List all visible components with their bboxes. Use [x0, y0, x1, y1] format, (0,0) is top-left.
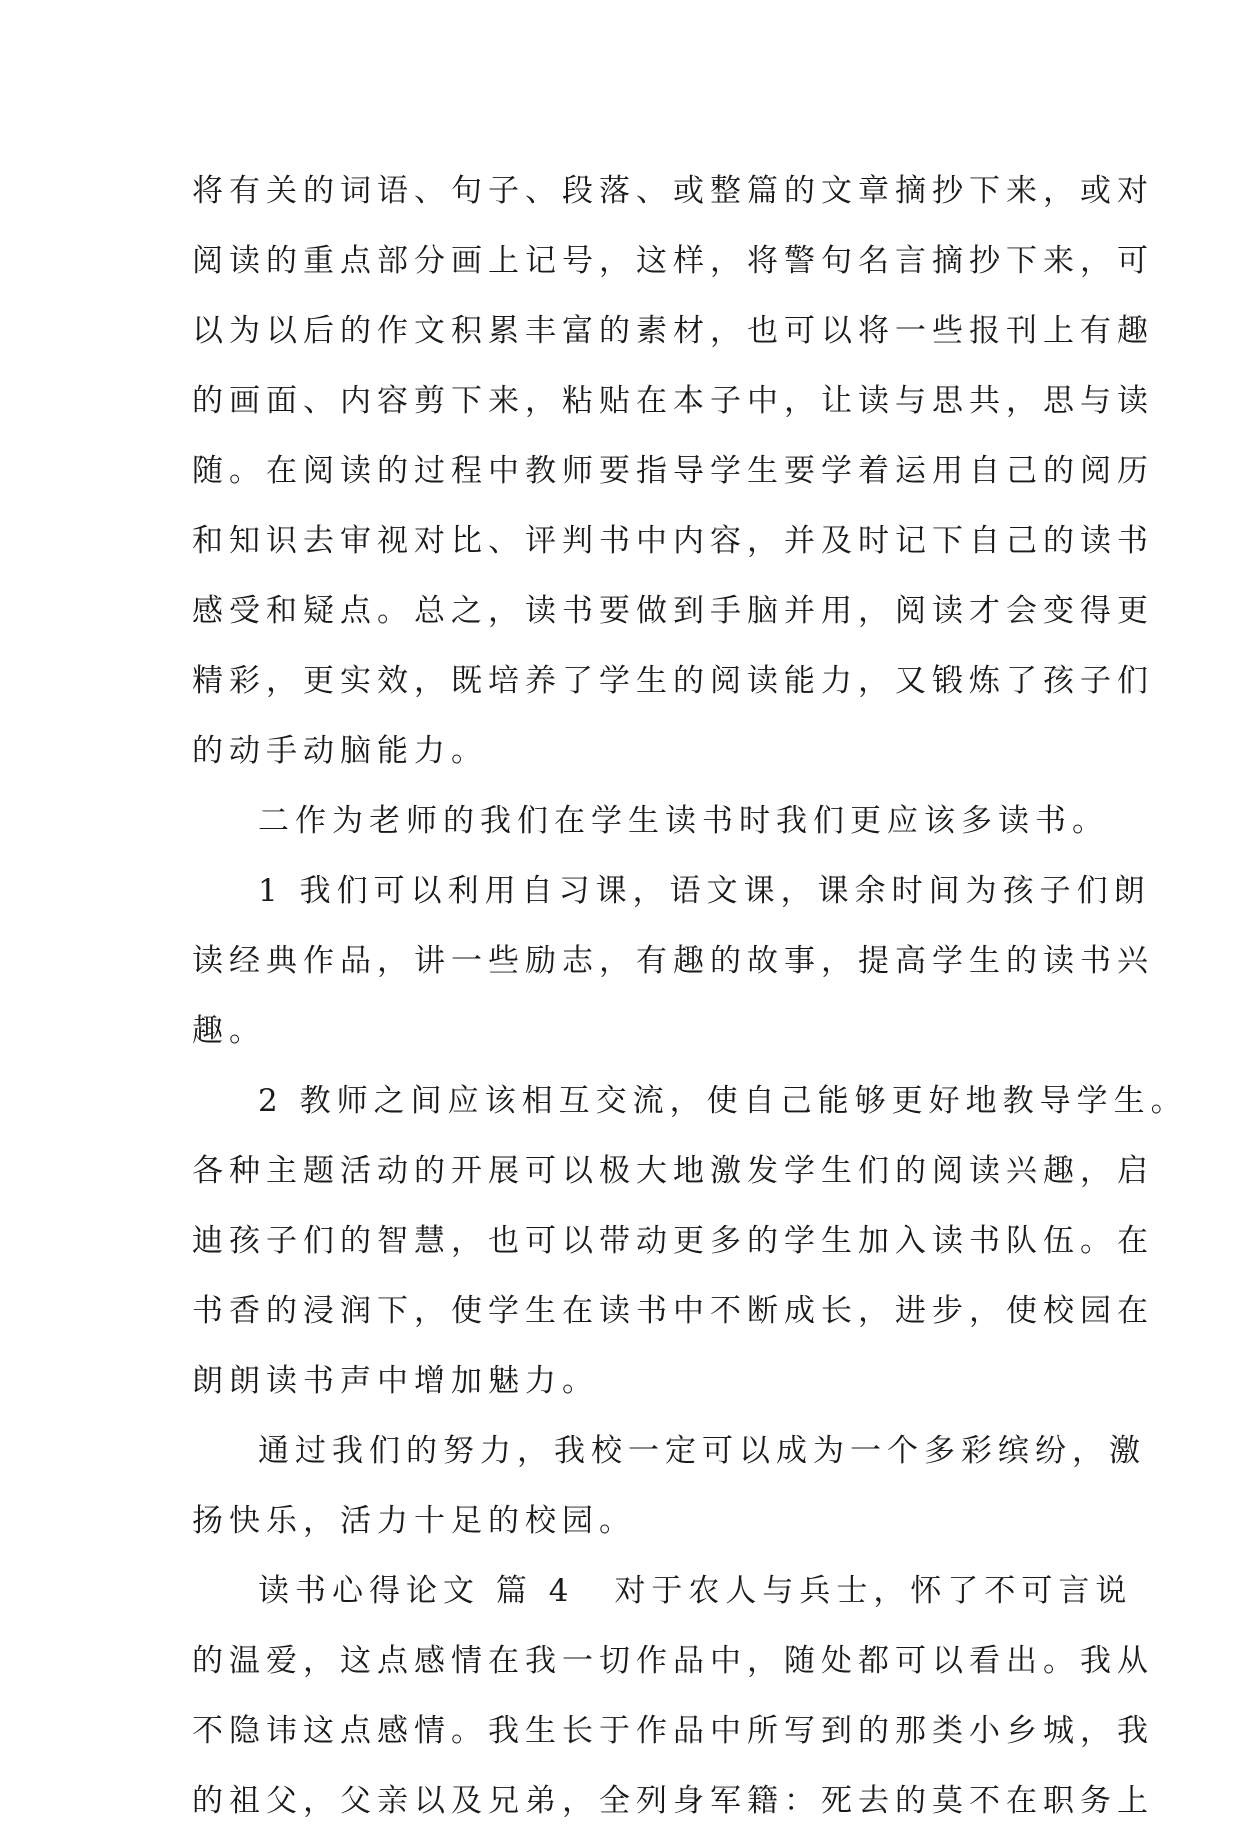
text-line: 读经典作品，讲一些励志，有趣的故事，提高学生的读书兴: [192, 943, 1154, 979]
text-line: 以为以后的作文积累丰富的素材，也可以将一些报刊上有趣: [192, 313, 1154, 349]
text-line: 1 我们可以利用自习课，语文课，课余时间为孩子们朗: [258, 873, 1151, 909]
text-line: 书香的浸润下，使学生在读书中不断成长，进步，使校园在: [192, 1293, 1154, 1329]
text-line: 迪孩子们的智慧，也可以带动更多的学生加入读书队伍。在: [192, 1223, 1154, 1259]
text-line: 感受和疑点。总之，读书要做到手脑并用，阅读才会变得更: [192, 593, 1154, 629]
document-body: [192, 156, 1188, 1836]
text-line: 二作为老师的我们在学生读书时我们更应该多读书。: [258, 803, 1109, 839]
text-line: 通过我们的努力，我校一定可以成为一个多彩缤纷，激: [258, 1433, 1146, 1469]
text-line: 的画面、内容剪下来，粘贴在本子中，让读与思共，思与读: [192, 383, 1154, 419]
text-line: 朗朗读书声中增加魅力。: [192, 1363, 599, 1399]
section-heading: 读书心得论文 篇 4: [258, 1573, 575, 1609]
text-line: 趣。: [192, 1013, 266, 1049]
paragraph-conclusion: [192, 1416, 1146, 1556]
section-first-line-text: 对于农人与兵士，怀了不可言说: [614, 1573, 1133, 1609]
text-line: 不隐讳这点感情。我生长于作品中所写到的那类小乡城，我: [192, 1713, 1154, 1749]
text-line: 各种主题活动的开展可以极大地激发学生们的阅读兴趣，启: [192, 1153, 1154, 1189]
text-line: 的祖父，父亲以及兄弟，全列身军籍：死去的莫不在职务上: [192, 1783, 1154, 1819]
text-line: 和知识去审视对比、评判书中内容，并及时记下自己的读书: [192, 523, 1154, 559]
paragraph-reading-notes: [192, 156, 1154, 786]
text-line: 扬快乐，活力十足的校园。: [192, 1503, 636, 1539]
paragraph-item-1: [192, 856, 1154, 1066]
text-line: 的动手动脑能力。: [192, 733, 488, 769]
text-line: 精彩，更实效，既培养了学生的阅读能力，又锻炼了孩子们: [192, 663, 1154, 699]
paragraph-teacher-reading: [192, 786, 1109, 856]
text-line: 2 教师之间应该相互交流，使自己能够更好地教导学生。: [258, 1083, 1188, 1119]
text-line: 阅读的重点部分画上记号，这样，将警句名言摘抄下来，可: [192, 243, 1154, 279]
text-line: 将有关的词语、句子、段落、或整篇的文章摘抄下来，或对: [192, 173, 1154, 209]
section-part-4: [192, 1556, 1154, 1836]
section-first-line: [192, 1556, 1133, 1626]
paragraph-item-2: [192, 1066, 1188, 1416]
text-line: 的温爱，这点感情在我一切作品中，随处都可以看出。我从: [192, 1643, 1154, 1679]
text-line: 随。在阅读的过程中教师要指导学生要学着运用自己的阅历: [192, 453, 1154, 489]
